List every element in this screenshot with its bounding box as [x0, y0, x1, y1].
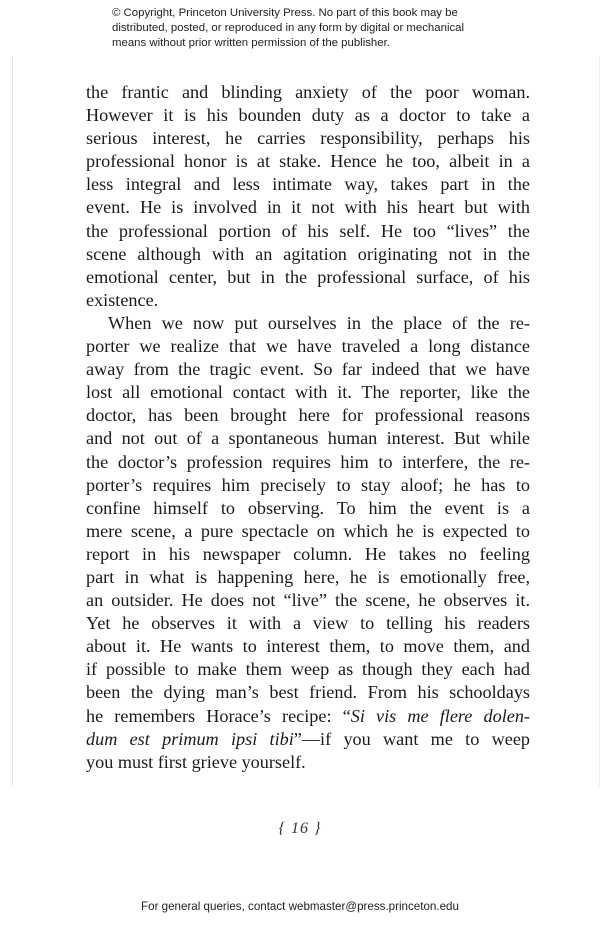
latin-quote: Si vis me flere dolen- [350, 705, 530, 726]
text-line: professional honor is at stake. Hence he too, albeit in a [86, 151, 530, 172]
text-line: scene although with an agitation originating not in the [86, 243, 530, 264]
text-line: emotional center, but in the professional surface, of his [86, 266, 530, 287]
text-line: been the dying man’s best friend. From his schooldays [86, 682, 530, 703]
page-number: { 16 } [278, 820, 322, 837]
latin-quote: dum est primum ipsi tibi [86, 728, 294, 749]
text-line [86, 705, 530, 728]
text-run: he remembers Horace’s recipe: “ [86, 705, 351, 726]
text-line: existence. [86, 289, 159, 310]
text-line: porter’s requires him precisely to stay aloof; he has to [86, 474, 530, 495]
text-line: report in his newspaper column. He takes no feeling [86, 543, 530, 564]
text-line: doctor, has been brought here for professional reasons [86, 405, 530, 426]
text-line: serious interest, he carries responsibility, perhaps his [86, 128, 530, 149]
text-line: lost all emotional contact with it. The reporter, like the [86, 382, 530, 403]
text-line: you must first grieve yourself. [86, 751, 306, 772]
text-line: the frantic and blinding anxiety of the poor woman. [86, 82, 530, 102]
text-line: porter we realize that we have traveled a long distance [86, 336, 530, 357]
text-line: the professional portion of his self. He too “lives” the [86, 220, 530, 241]
text-line: about it. He wants to interest them, to move them, and [86, 636, 530, 657]
footer-contact: For general queries, contact webmaster@press.princeton.edu [141, 900, 459, 913]
copyright-notice [112, 6, 532, 51]
text-line: away from the tragic event. So far indeed that we have [86, 359, 530, 380]
text-line: Yet he observes it with a view to telling his readers [86, 613, 530, 634]
paragraph-2 [86, 312, 530, 774]
text-line: part in what is happening here, he is emotionally free, [86, 566, 530, 587]
text-line: mere scene, a pure spectacle on which he is expected to [86, 520, 530, 541]
text-line: When we now put ourselves in the place of the re- [108, 312, 530, 333]
text-line: confine himself to observing. To him the event is a [86, 497, 530, 518]
text-line [86, 728, 530, 751]
copyright-line: distributed, posted, or reproduced in any form by digital or mechanical [112, 22, 465, 34]
copyright-line: © Copyright, Princeton University Press. No part of this book may be [112, 7, 458, 19]
copyright-line: means without prior written permission of the publisher. [112, 37, 390, 49]
paragraph-1 [86, 81, 530, 312]
text-line: However it is his bounden duty as a doctor to take a [86, 105, 530, 126]
text-line: if possible to make them weep as though they each had [86, 659, 530, 680]
text-line: an outsider. He does not “live” the scene, he observes it. [86, 590, 530, 611]
text-line: less integral and less intimate way, takes part in the [86, 174, 530, 195]
text-line: event. He is involved in it not with his heart but with [86, 197, 530, 218]
text-run: ”—if you want me to weep [293, 728, 530, 749]
text-line: the doctor’s profession requires him to interfere, the re- [86, 451, 530, 472]
body-text [86, 81, 530, 774]
text-line: and not out of a spontaneous human interest. But while [86, 428, 530, 449]
